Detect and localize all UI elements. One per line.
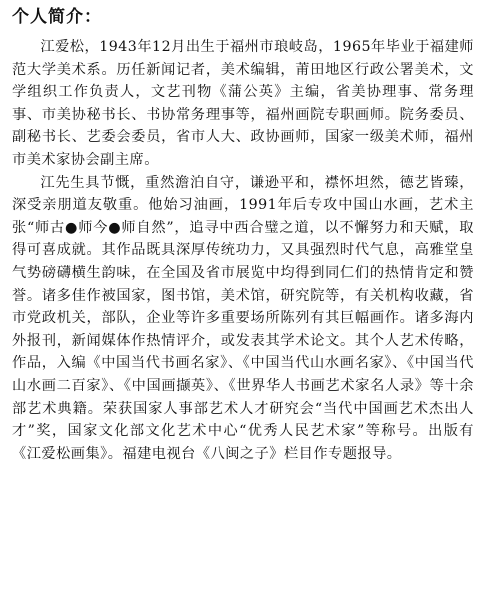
- section-heading: 个人简介：: [12, 7, 102, 27]
- intro-paragraph: 江爱松，1943年12月出生于福州市琅岐岛，1965年毕业于福建师范大学美术系。历任新闻记者，美术编辑，莆田地区行政公署美术，文学组织工作负责人，文艺刊物《蒲公英》主编，省美协理事、常务理事、市美协秘书长、书协常务理事等，福州画院专职画师。院务委员、副秘书长、艺委会委员，省市人大、政协画师，国家一级美术师，福州市美术家协会副主席。: [12, 39, 474, 168]
- career-paragraph: 江先生具节慨，重然澹泊自守，谦逊平和，襟怀坦然，德艺皆臻，深受亲朋道友敬重。他始习油画，1991年后专攻中国山水画，艺术主张“师古●师今●师自然”，追寻中西合璧之道，以不懈努力和天赋，取得可喜成就。其作品既具深厚传统功力，又具强烈时代气息，高雅堂皇气势磅礴横生韵味，在全国及省市展览中均得到同仁们的热情肯定和赞誉。诸多佳作被国家，图书馆，美术馆，研究院等，有关机构收藏，省市党政机关，部队，企业等许多重要场所陈列有其巨幅画作。诸多海内外报刊，新闻媒体作热情评介，或发表其学术论文。其个人艺术传略，作品，入编《中国当代书画名家》、《中国当代山水画名家》、《中国当代山水画二百家》、《中国画撷英》、《世界华人书画艺术家名人录》等十余部艺术典籍。荣获国家人事部艺术人才研究会“当代中国画艺术杰出人才”奖，国家文化部文化艺术中心“优秀人民艺术家”等称号。出版有《江爱松画集》。福建电视台《八闽之子》栏目作专题报导。: [12, 174, 474, 462]
